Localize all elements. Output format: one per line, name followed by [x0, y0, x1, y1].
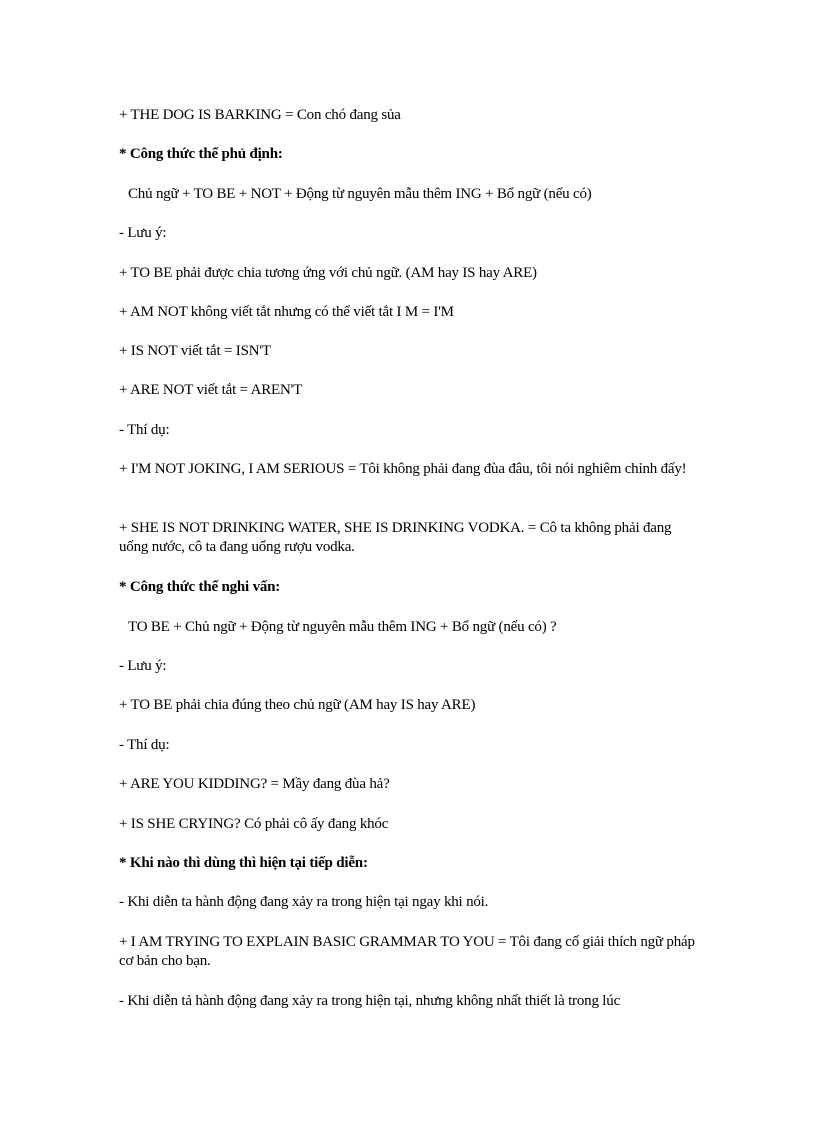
section-heading: * Công thức thể nghi vấn:: [119, 579, 281, 595]
example-line: + IS SHE CRYING? Có phải cô ấy đang khóc: [119, 816, 389, 832]
example-label: - Thí dụ:: [119, 737, 170, 753]
formula-line: TO BE + Chủ ngữ + Động từ nguyên mẫu thêm ING + Bổ ngữ (nếu có) ?: [128, 619, 557, 635]
note-line: + TO BE phải chia đúng theo chủ ngữ (AM hay IS hay ARE): [119, 697, 476, 713]
usage-line: - Khi diễn ta hành động đang xảy ra trong hiện tại ngay khi nói.: [119, 894, 489, 910]
example-line: + THE DOG IS BARKING = Con chó đang sủa: [119, 107, 401, 123]
example-line: + I'M NOT JOKING, I AM SERIOUS = Tôi không phải đang đùa đâu, tôi nói nghiêm chỉnh đấy!: [119, 461, 687, 477]
note-line: + AM NOT không viết tắt nhưng có thể viết tắt I M = I'M: [119, 304, 454, 320]
example-label: - Thí dụ:: [119, 422, 170, 438]
section-heading: * Khi nào thì dùng thì hiện tại tiếp diễn:: [119, 855, 368, 871]
usage-line: - Khi diễn tả hành động đang xảy ra trong hiện tại, nhưng không nhất thiết là trong lúc: [119, 993, 621, 1009]
note-line: + TO BE phải được chia tương ứng với chủ ngữ. (AM hay IS hay ARE): [119, 265, 537, 281]
example-line: + SHE IS NOT DRINKING WATER, SHE IS DRINKING VODKA. = Cô ta không phải đang uống nước, cô ta đang uống rượu vodka.: [119, 520, 672, 555]
example-line: + I AM TRYING TO EXPLAIN BASIC GRAMMAR TO YOU = Tôi đang cố giải thích ngữ pháp cơ bản cho bạn.: [119, 934, 695, 969]
note-line: + IS NOT viết tắt = ISN'T: [119, 343, 271, 359]
note-label: - Lưu ý:: [119, 658, 167, 674]
note-label: - Lưu ý:: [119, 225, 167, 241]
formula-line: Chủ ngữ + TO BE + NOT + Động từ nguyên mẫu thêm ING + Bổ ngữ (nếu có): [128, 186, 592, 202]
example-line: + ARE YOU KIDDING? = Mầy đang đùa hả?: [119, 776, 390, 792]
section-heading: * Công thức thể phủ định:: [119, 146, 283, 162]
note-line: + ARE NOT viết tắt = AREN'T: [119, 382, 303, 398]
